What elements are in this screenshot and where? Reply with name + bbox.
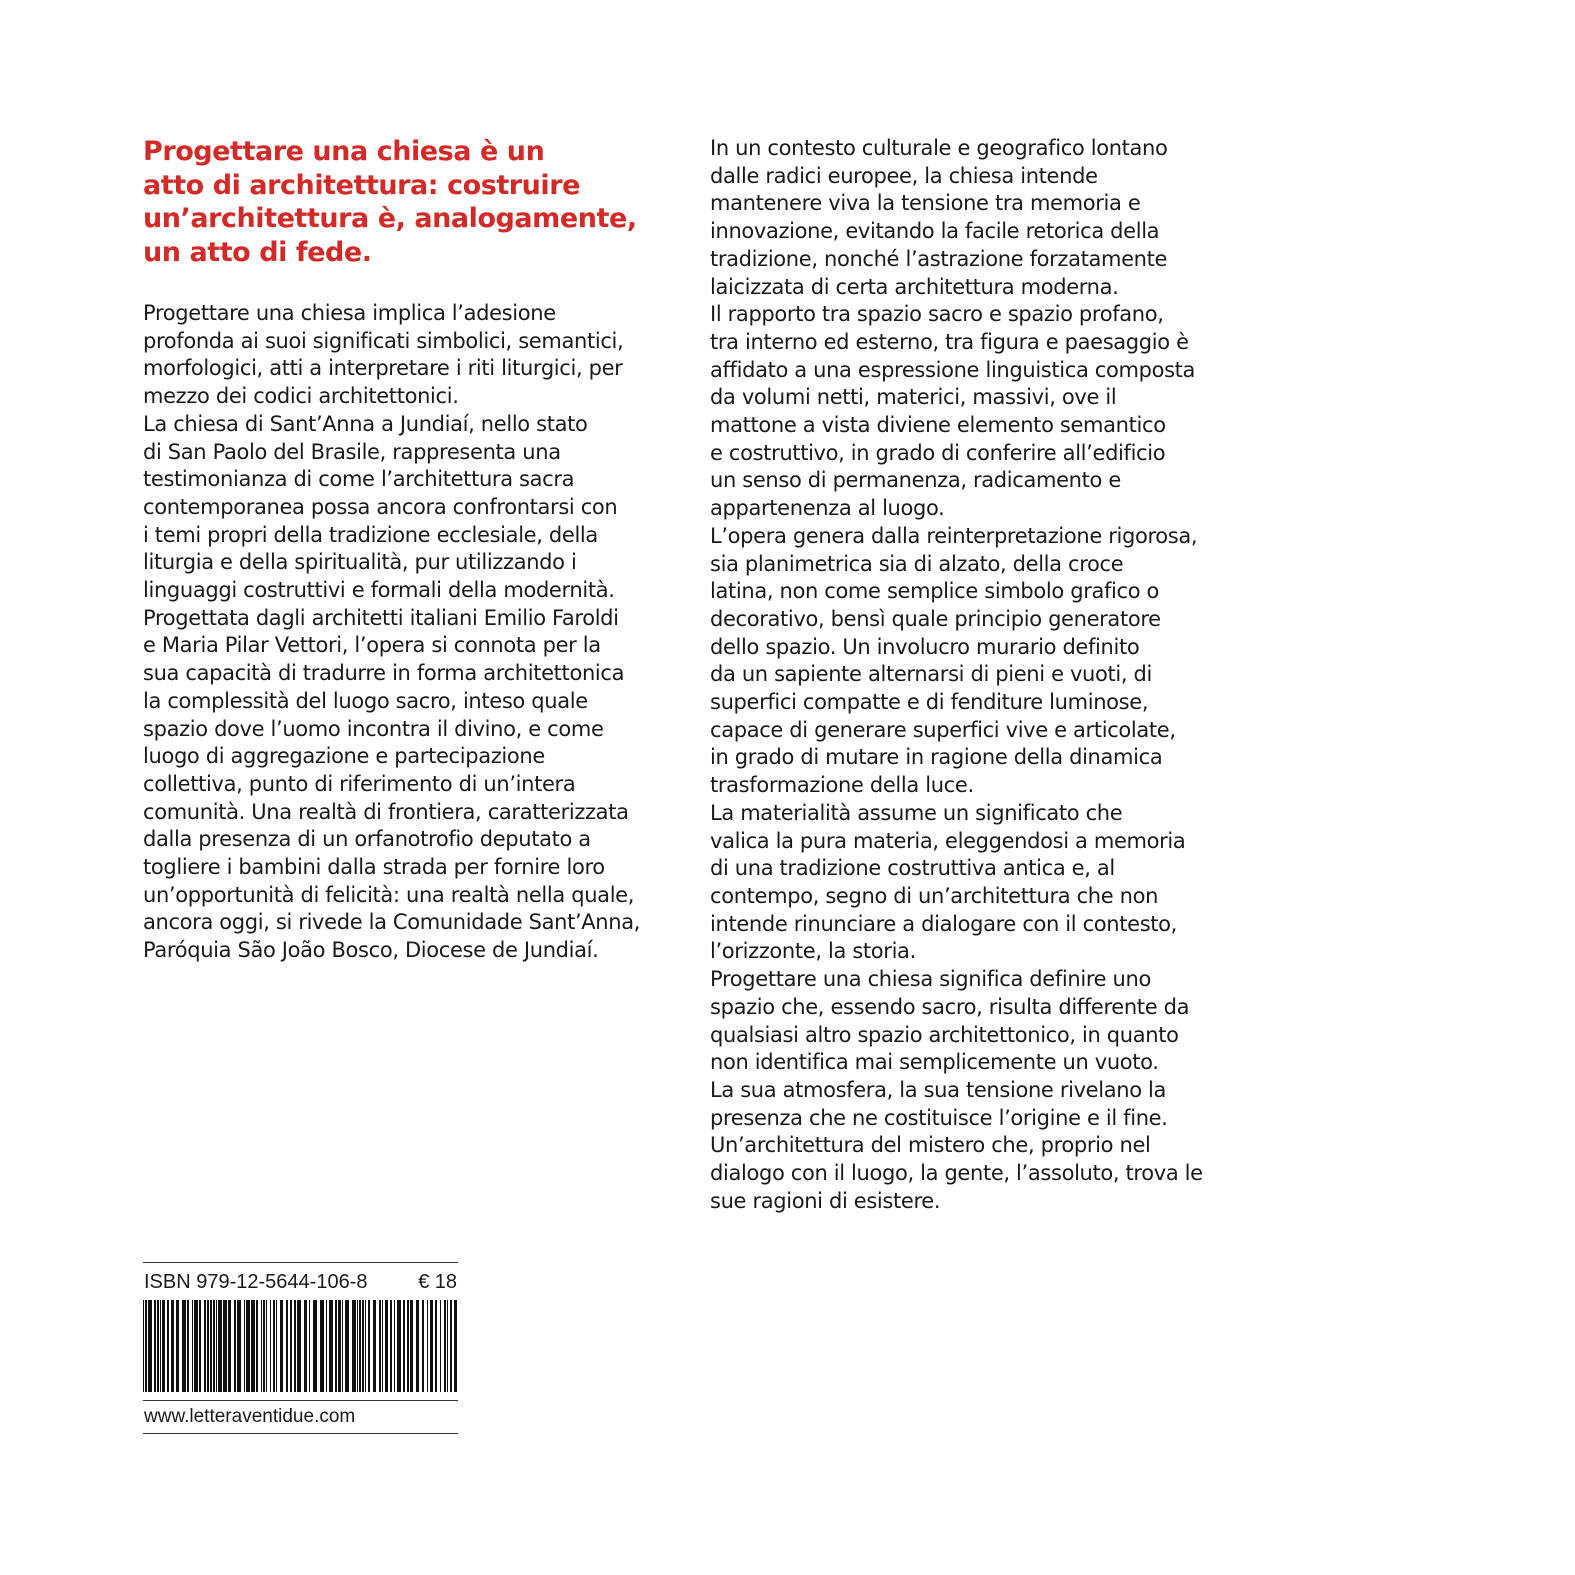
text-line: Paróquia São João Bosco, Diocese de Jundiaí.: [143, 938, 599, 963]
barcode-bar: [427, 1300, 428, 1392]
barcode-bar: [280, 1300, 283, 1392]
text-line: liturgia e della spiritualità, pur utilizzando i: [143, 550, 577, 575]
text-line: dialogo con il luogo, la gente, l’assoluto, trova le: [710, 1161, 1203, 1186]
text-line: da volumi netti, materici, massivi, ove il: [710, 385, 1117, 410]
text-line: profonda ai suoi significati simbolici, semantici,: [143, 328, 624, 353]
barcode-bar: [218, 1300, 222, 1392]
barcode-bar: [234, 1300, 236, 1392]
barcode-bar: [422, 1300, 424, 1392]
text-line: non identifica mai semplicemente un vuoto.: [710, 1050, 1159, 1075]
barcode-bar: [444, 1300, 446, 1392]
barcode-bar: [207, 1300, 209, 1392]
text-line: contempo, segno di un’architettura che non: [710, 883, 1159, 908]
text-line: intende rinunciare a dialogare con il contesto,: [710, 911, 1178, 936]
text-line: La sua atmosfera, la sua tensione rivelano la: [710, 1077, 1167, 1102]
barcode-bar: [154, 1300, 156, 1392]
left-body-text: [143, 300, 643, 965]
text-line: trasformazione della luce.: [710, 773, 974, 798]
text-line: appartenenza al luogo.: [710, 496, 945, 521]
text-line: Progettata dagli architetti italiani Emilio Faroldi: [143, 605, 619, 630]
text-line: spazio che, essendo sacro, risulta differente da: [710, 994, 1190, 1019]
barcode-bar: [216, 1300, 217, 1392]
text-line: La materialità assume un significato che: [710, 800, 1123, 825]
isbn-row: [143, 1263, 458, 1293]
text-line: dello spazio. Un involucro murario definito: [710, 634, 1140, 659]
text-line: ancora oggi, si rivede la Comunidade Sant’Anna,: [143, 910, 641, 935]
text-line: dalle radici europee, la chiesa intende: [710, 163, 1098, 188]
barcode-bar: [394, 1300, 395, 1392]
barcode-bar: [273, 1300, 275, 1392]
barcode-bar: [213, 1300, 215, 1392]
barcode-bar: [304, 1300, 307, 1392]
barcode-bar: [223, 1300, 227, 1392]
barcode-bar: [286, 1300, 288, 1392]
text-line: togliere i bambini dalla strada per fornire loro: [143, 855, 605, 880]
barcode-bar: [167, 1300, 169, 1392]
barcode-bar: [204, 1300, 206, 1392]
text-line: sua capacità di tradurre in forma architettonica: [143, 661, 625, 686]
text-line: Progettare una chiesa implica l’adesione: [143, 301, 556, 325]
website-url[interactable]: www.letteraventidue.com: [144, 1406, 356, 1427]
text-line: la complessità del luogo sacro, inteso quale: [143, 688, 588, 713]
headline-line: Progettare una chiesa è un: [143, 136, 545, 167]
text-line: comunità. Una realtà di frontiera, caratterizzata: [143, 799, 629, 824]
barcode-bar: [440, 1300, 441, 1392]
text-line: morfologici, atti a interpretare i riti liturgici, per: [143, 356, 623, 381]
barcode-bar: [290, 1300, 292, 1392]
barcode-bar: [160, 1300, 161, 1392]
barcode-bar: [450, 1300, 452, 1392]
text-line: qualsiasi altro spazio architettonico, in quanto: [710, 1022, 1179, 1047]
text-line: laicizzata di certa architettura moderna.: [710, 274, 1119, 299]
text-line: i temi propri della tradizione ecclesiale, della: [143, 522, 598, 547]
barcode-bar: [454, 1300, 457, 1392]
text-line: affidato a una espressione linguistica composta: [710, 357, 1196, 382]
barcode-bar: [345, 1300, 349, 1392]
barcode-bar: [403, 1300, 405, 1392]
barcode-bar: [407, 1300, 409, 1392]
barcode-bar: [416, 1300, 419, 1392]
text-line: e costruttivo, in grado di conferire all’edificio: [710, 440, 1166, 465]
barcode-bar: [251, 1300, 255, 1392]
barcode-bar: [397, 1300, 401, 1392]
barcode-bar: [157, 1300, 159, 1392]
text-line: luogo di aggregazione e partecipazione: [143, 744, 545, 769]
headline-line: atto di architettura: costruire: [143, 169, 580, 201]
price-label: € 18: [418, 1270, 457, 1293]
barcode-bar: [390, 1300, 392, 1392]
text-line: La chiesa di Sant’Anna a Jundiaí, nello stato: [143, 411, 588, 436]
barcode-bar: [320, 1300, 324, 1392]
text-line: spazio dove l’uomo incontra il divino, e come: [143, 716, 604, 741]
barcode-bar: [382, 1300, 383, 1392]
barcode-bar: [187, 1300, 189, 1392]
barcode-bar: [171, 1300, 174, 1392]
text-line: In un contesto culturale e geografico lontano: [710, 136, 1168, 160]
barcode-bar: [368, 1300, 370, 1392]
left-column: [143, 135, 643, 965]
text-line: valica la pura materia, eleggendosi a memoria: [710, 828, 1186, 853]
text-line: mattone a vista diviene elemento semantico: [710, 413, 1166, 438]
text-line: contemporanea possa ancora confrontarsi con: [143, 494, 618, 519]
right-column: [710, 135, 1215, 1215]
barcode-bar: [373, 1300, 376, 1392]
barcode-block: [143, 1262, 458, 1434]
text-line: testimonianza di come l’architettura sacra: [143, 467, 575, 492]
barcode-bar: [228, 1300, 231, 1392]
text-line: e Maria Pilar Vettori, l’opera si connota per la: [143, 633, 601, 658]
barcode-bar: [182, 1300, 186, 1392]
barcode-bar: [329, 1300, 333, 1392]
text-line: presenza che ne costituisce l’origine e il fine.: [710, 1105, 1168, 1130]
barcode-bar: [338, 1300, 341, 1392]
headline-line: un’architettura è, analogamente,: [143, 203, 637, 234]
text-line: superfici compatte e di fenditure luminose,: [710, 690, 1149, 715]
barcode-bar: [194, 1300, 198, 1392]
barcode-bar: [261, 1300, 262, 1392]
text-line: di una tradizione costruttiva antica e, al: [710, 856, 1115, 881]
barcode-bar: [162, 1300, 165, 1392]
barcode-bar: [365, 1300, 366, 1392]
text-line: collettiva, punto di riferimento di un’intera: [143, 771, 576, 796]
text-line: l’orizzonte, la storia.: [710, 939, 916, 964]
text-line: in grado di mutare in ragione della dinamica: [710, 745, 1163, 770]
text-line: Il rapporto tra spazio sacro e spazio profano,: [710, 302, 1164, 327]
barcode-bar: [342, 1300, 343, 1392]
barcode-bar: [435, 1300, 437, 1392]
barcode-bar: [148, 1300, 152, 1392]
barcode-bar: [357, 1300, 358, 1392]
text-line: mantenere viva la tensione tra memoria e: [710, 191, 1141, 216]
text-line: dalla presenza di un orfanotrofio deputato a: [143, 827, 591, 852]
barcode-bar: [362, 1300, 364, 1392]
text-line: tradizione, nonché l’astrazione forzatamente: [710, 246, 1168, 271]
barcode-bar: [326, 1300, 327, 1392]
barcode-bar: [294, 1300, 296, 1392]
barcode-bar: [263, 1300, 265, 1392]
barcode-bar: [266, 1300, 267, 1392]
barcode-bar: [313, 1300, 317, 1392]
text-line: da un sapiente alternarsi di pieni e vuoti, di: [710, 662, 1152, 687]
barcode-bar: [359, 1300, 361, 1392]
barcode-bar: [145, 1300, 147, 1392]
right-body-text: [710, 135, 1215, 1215]
barcode-bar: [237, 1300, 241, 1392]
barcode-bar: [199, 1300, 201, 1392]
barcode-bar: [210, 1300, 212, 1392]
barcode-bar: [379, 1300, 381, 1392]
divider: [143, 1433, 458, 1434]
barcode-bar: [385, 1300, 388, 1392]
text-line: innovazione, evitando la facile retorica della: [710, 219, 1160, 244]
headline: [143, 135, 643, 269]
text-line: mezzo dei codici architettonici.: [143, 384, 459, 409]
barcode-bar: [297, 1300, 301, 1392]
barcode-bar: [143, 1300, 144, 1392]
text-line: sue ragioni di esistere.: [710, 1188, 941, 1213]
text-line: Un’architettura del mistero che, proprio nel: [710, 1133, 1151, 1158]
text-line: tra interno ed esterno, tra figura e paesaggio è: [710, 329, 1189, 354]
barcode-bar: [430, 1300, 433, 1392]
barcode-bar: [244, 1300, 245, 1392]
barcode-bar: [352, 1300, 356, 1392]
text-line: linguaggi costruttivi e formali della modernità.: [143, 578, 615, 603]
text-line: sia planimetrica sia di alzato, della croce: [710, 551, 1124, 576]
barcode-bar: [447, 1300, 448, 1392]
text-line: un’opportunità di felicità: una realtà nella quale,: [143, 882, 635, 907]
barcode-bar: [192, 1300, 193, 1392]
barcode-bar: [270, 1300, 271, 1392]
barcode-bar: [335, 1300, 337, 1392]
isbn-label: ISBN 979-12-5644-106-8: [144, 1270, 368, 1293]
barcode-bar: [410, 1300, 413, 1392]
text-line: un senso di permanenza, radicamento e: [710, 468, 1121, 493]
text-line: di San Paolo del Brasile, rappresenta una: [143, 439, 561, 464]
barcode-bar: [309, 1300, 310, 1392]
text-line: capace di generare superfici vive e articolate,: [710, 717, 1176, 742]
text-line: latina, non come semplice simbolo grafico o: [710, 579, 1160, 604]
barcode-bar: [276, 1300, 277, 1392]
text-line: decorativo, bensì quale principio generatore: [710, 606, 1161, 631]
barcode-bar: [176, 1300, 179, 1392]
barcode-bar: [246, 1300, 250, 1392]
barcode-bar: [256, 1300, 258, 1392]
barcode-image: [143, 1300, 458, 1392]
text-line: L’opera genera dalla reinterpretazione rigorosa,: [710, 523, 1198, 548]
headline-line: un atto di fede.: [143, 236, 372, 268]
text-line: Progettare una chiesa significa definire uno: [710, 967, 1151, 992]
